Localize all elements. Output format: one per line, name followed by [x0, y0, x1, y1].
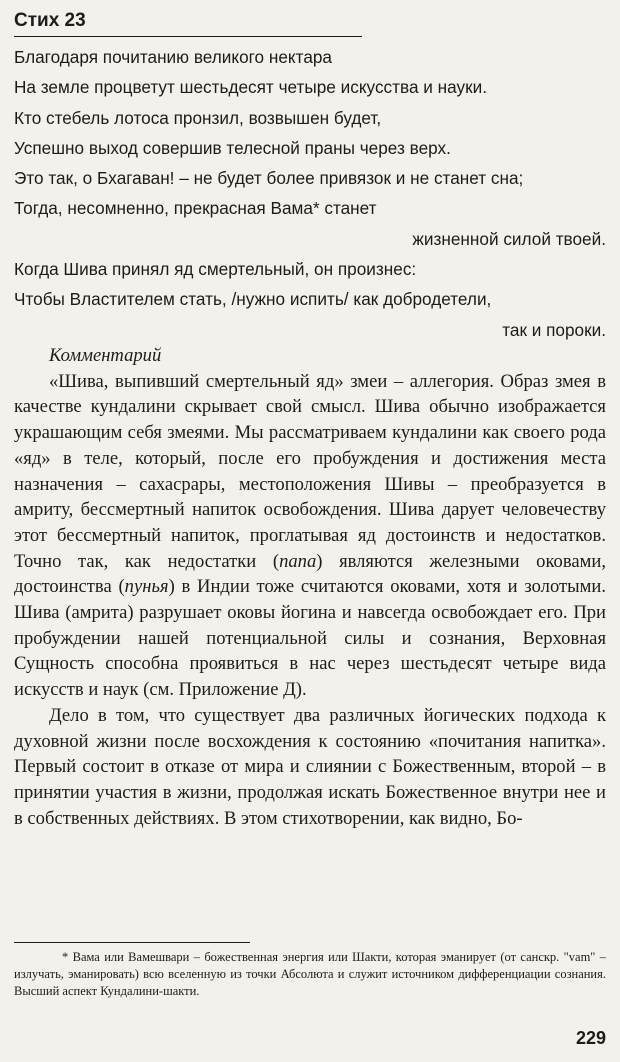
- footnote-rule: [14, 942, 250, 943]
- heading-rule: [14, 36, 362, 37]
- page-number: 229: [575, 1028, 606, 1048]
- verse-heading: Стих 23: [14, 10, 86, 31]
- commentary-paragraph: Дело в том, что существует два различных йогических подхода к духовной жизни после восхождения к состоянию «почитания напитка». Первый состоит в отказе от мира и слиянии с Божественным, второй – в принятии участия в жизни, продолжая искать Божественное внутри нее и в собственных действиях. В этом стихотворении, как видно, Бо-: [14, 704, 606, 829]
- commentary-paragraph: [14, 369, 606, 703]
- sanskrit-term-papa: папа: [279, 550, 317, 572]
- commentary-title: Комментарий: [49, 345, 162, 366]
- verse-line: так и пороки.: [502, 319, 606, 340]
- verse-line: Это так, о Бхагаван! – не будет более привязок и не станет сна;: [14, 168, 524, 189]
- paragraph-text: ) являются железными оковами, достоинства (: [14, 550, 606, 598]
- paragraph-text: «Шива, выпивший смертельный яд» змеи – аллегория. Образ змея в качестве кундалини скрывает свой смысл. Шива обычно изображается украшающим себя змеями. Мы рассматриваем кундалини как своего рода «яд» в теле, который, после его пробуждения и достижения места назначения – сахасрары, местоположения Шивы – преобразуется в амриту, бессмертный напиток освобождения. Шива дарует человечеству этот бессмертный напиток, проглатывая яд достоинств и недостатков. Точно так, как недостатки (: [14, 370, 606, 572]
- footnote: * Вама или Вамешвари – божественная энергия или Шакти, которая эманирует (от санскр. "vam" – излучать, эманировать) всю вселенную из точки Абсолюта и служит источником дифференциации сознания. Высший аспект Кундалини-шакти.: [14, 950, 606, 998]
- verse-line: жизненной силой твоей.: [412, 228, 606, 249]
- verse-text: [14, 42, 606, 345]
- verse-line: Чтобы Властителем стать, /нужно испить/ как добродетели,: [14, 289, 492, 310]
- verse-line: На земле процветут шестьдесят четыре искусства и науки.: [14, 77, 487, 98]
- sanskrit-term-punya: пунья: [124, 576, 169, 598]
- verse-line: Кто стебель лотоса пронзил, возвышен будет,: [14, 107, 382, 128]
- paragraph-text: ) в Индии тоже считаются оковами, хотя и золотыми. Шива (амрита) разрушает оковы йогина и навсегда освобождает его. При пробуждении нашей потенциальной силы и сознания, Верховная Сущность способна проявиться в нас через шестьдесят четыре вида искусств и наук (см. Приложение Д).: [14, 576, 606, 701]
- verse-line: Тогда, несомненно, прекрасная Вама* станет: [14, 198, 377, 219]
- commentary-section: [14, 343, 606, 831]
- verse-line: Благодаря почитанию великого нектара: [14, 47, 332, 67]
- verse-line: Успешно выход совершив телесной праны через верх.: [14, 137, 451, 158]
- verse-line: Когда Шива принял яд смертельный, он произнес:: [14, 259, 417, 280]
